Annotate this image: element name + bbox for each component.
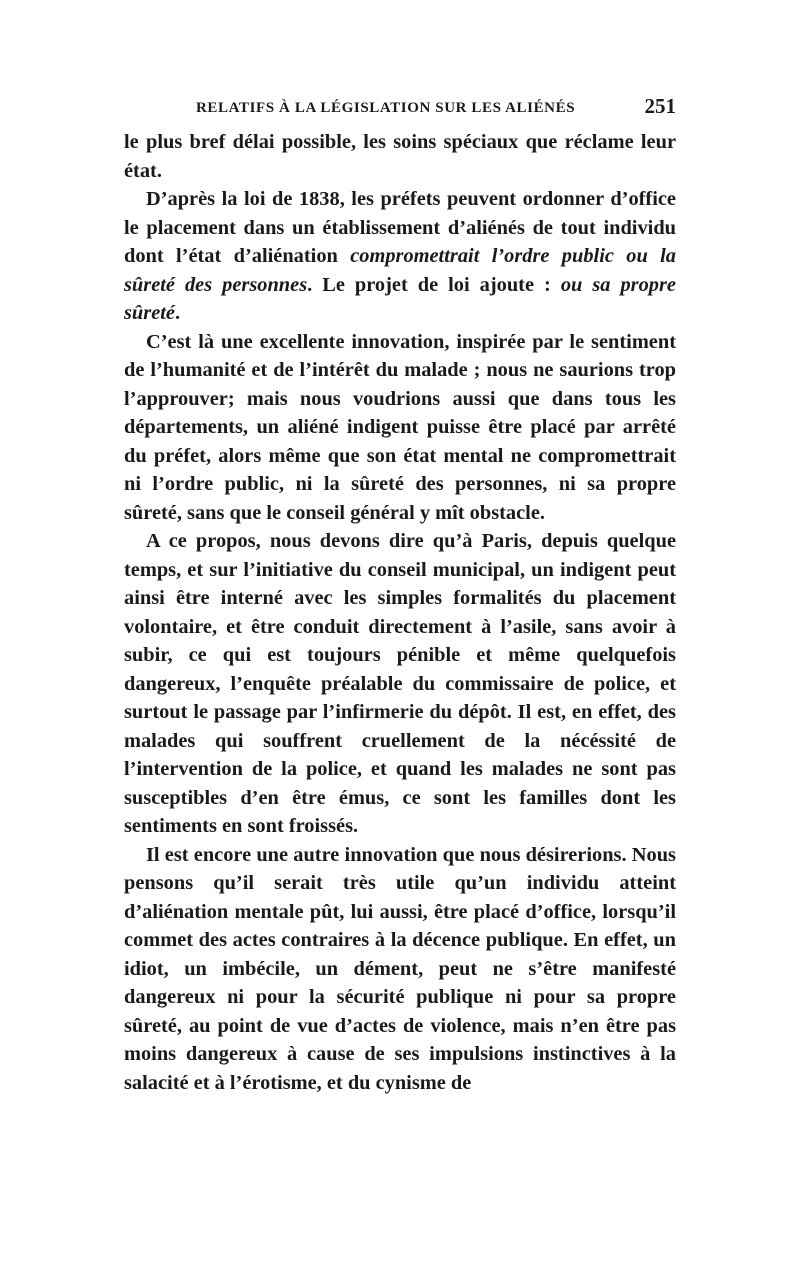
paragraph: le plus bref délai possible, les soins spéciaux que réclame leur état.: [124, 131, 676, 182]
running-head: RELATIFS À LA LÉGISLATION SUR LES ALIÉNÉS: [196, 100, 576, 116]
italic-quote: compromettrait l’ordre public ou la sûreté des personnes: [124, 245, 676, 296]
paragraph-text: .: [174, 302, 181, 324]
page-header: [124, 92, 676, 128]
paragraph: A ce propos, nous devons dire qu’à Paris, depuis quelque temps, et sur l’initiative du conseil municipal, un indigent peut ainsi être interné avec les simples formalités du placement volontaire, et être conduit directement à l’asile, sans avoir à subir, ce qui est toujours pénible et même quelquefois dangereux, l’enquête préalable du commissaire de police, et surtout le passage par l’infirmerie du dépôt. Il est, en effet, des malades qui souffrent cruellement de la nécéssité de l’intervention de la police, et quand les malades ne sont pas susceptibles d’en être émus, ce sont les familles dont les sentiments en sont froissés.: [124, 530, 676, 837]
body-text: [124, 128, 676, 1097]
page-number: 251: [644, 94, 676, 118]
paragraph: C’est là une excellente innovation, inspirée par le sentiment de l’humanité et de l’intérêt du malade ; nous ne saurions trop l’approuver; mais nous voudrions aussi que dans tous les départements, un aliéné indigent puisse être placé par arrêté du préfet, alors même que son état mental ne compromettrait ni l’ordre public, ni la sûreté des personnes, ni sa propre sûreté, sans que le conseil général y mît obstacle.: [124, 330, 676, 524]
paragraph-text: D’après la loi de 1838, les préfets peuvent ordonner d’office le placement dans un établissement d’aliénés de tout individu dont l’état d’aliénation: [124, 188, 676, 267]
book-page: [124, 92, 676, 1097]
italic-quote: ou sa propre sûreté: [124, 273, 676, 324]
paragraph: Il est encore une autre innovation que nous désirerions. Nous pensons qu’il serait très utile qu’un individu atteint d’aliénation mentale pût, lui aussi, être placé d’office, lorsqu’il commet des actes contraires à la décence publique. En effet, un idiot, un imbécile, un dément, peut ne s’être manifesté dangereux ni pour la sécurité publique ni pour sa propre sûreté, au point de vue d’actes de violence, mais n’en être pas moins dangereux à cause de ses impulsions instinctives à la salacité et à l’érotisme, et du cynisme de: [124, 843, 676, 1094]
paragraph: [124, 185, 676, 328]
paragraph-text: . Le projet de loi ajoute :: [307, 273, 561, 296]
